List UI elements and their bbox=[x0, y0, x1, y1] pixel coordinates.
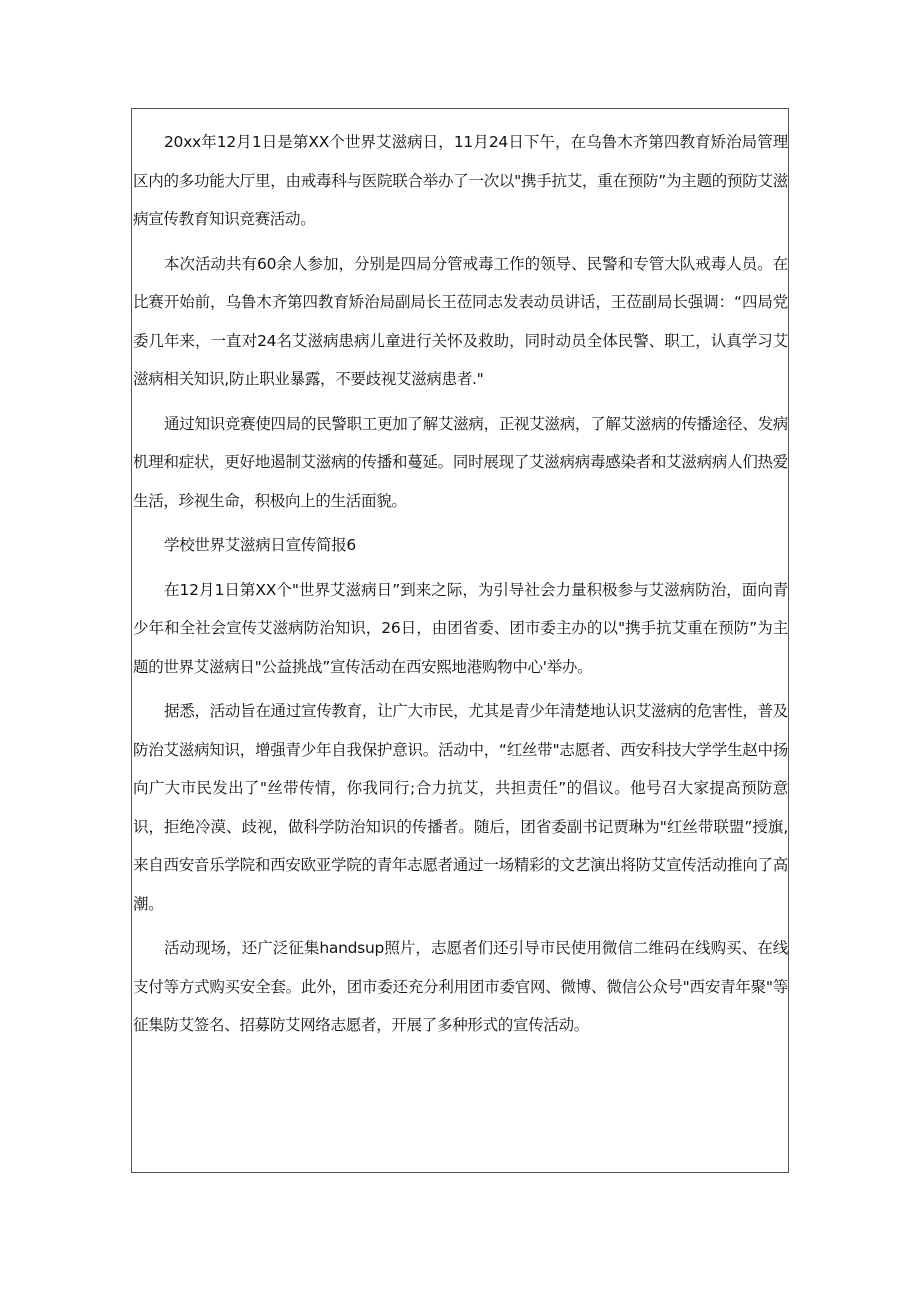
paragraph-1: 20xx年12月1日是第XX个世界艾滋病日，11月24日下午，在乌鲁木齐第四教育矫治局管理区内的多功能大厅里，由戒毒科与医院联合举办了一次以"携手抗艾，重在预防”为主题的预防艾滋病宣传教育知识竞赛活动。 bbox=[133, 133, 788, 228]
paragraph-4: 在12月1日第XX个"世界艾滋病日”到来之际，为引导社会力量积极参与艾滋病防治，面向青少年和全社会宣传艾滋病防治知识，26日，由团省委、团市委主办的以"携手抗艾重在预防”为主题的世界艾滋病日"公益挑战”宣传活动在西安熙地港购物中心'举办。 bbox=[133, 580, 788, 676]
paragraph-6: 活动现场，还广泛征集handsup照片，志愿者们还引导市民使用微信二维码在线购买、在线支付等方式购买安全套。此外，团市委还充分利用团市委官网、微博、微信公众号"西安青年聚"等征集防艾签名、招募防艾网络志愿者，开展了多种形式的宣传活动。 bbox=[133, 939, 789, 1034]
document-body bbox=[133, 123, 789, 1051]
paragraph-2: 本次活动共有60余人参加，分别是四局分管戒毒工作的领导、民警和专管大队戒毒人员。在比赛开始前，乌鲁木齐第四教育矫治局副局长王莅同志发表动员讲话，王莅副局长强调：“四局党委几年来，一直对24名艾滋病患病儿童进行关怀及救助，同时动员全体民警、职工，认真学习艾滋病相关知识,防止职业暴露，不要歧视艾滋病患者." bbox=[133, 254, 788, 388]
section-heading: 学校世界艾滋病日宣传简报6 bbox=[164, 536, 356, 554]
paragraph-5: 据悉，活动旨在通过宣传教育，让广大市民，尤其是青少年清楚地认识艾滋病的危害性，普及防治艾滋病知识，增强青少年自我保护意识。活动中，“红丝带"志愿者、西安科技大学学生赵中扬向广大市民发出了"丝带传情，你我同行;合力抗艾，共担责任”的倡议。他号召大家提高预防意识，拒绝冷漠、歧视，做科学防治知识的传播者。随后，团省委副书记贾琳为"红丝带联盟”授旗,来自西安音乐学院和西安欧亚学院的青年志愿者通过一场精彩的文艺演出将防艾宣传活动推向了高潮。 bbox=[133, 702, 788, 913]
paragraph-3: 通过知识竞赛使四局的民警职工更加了解艾滋病，正视艾滋病，了解艾滋病的传播途径、发病机理和症状，更好地遏制艾滋病的传播和蔓延。同时展现了艾滋病病毒感染者和艾滋病病人们热爱生活，珍视生命，积极向上的生活面貌。 bbox=[133, 414, 788, 510]
